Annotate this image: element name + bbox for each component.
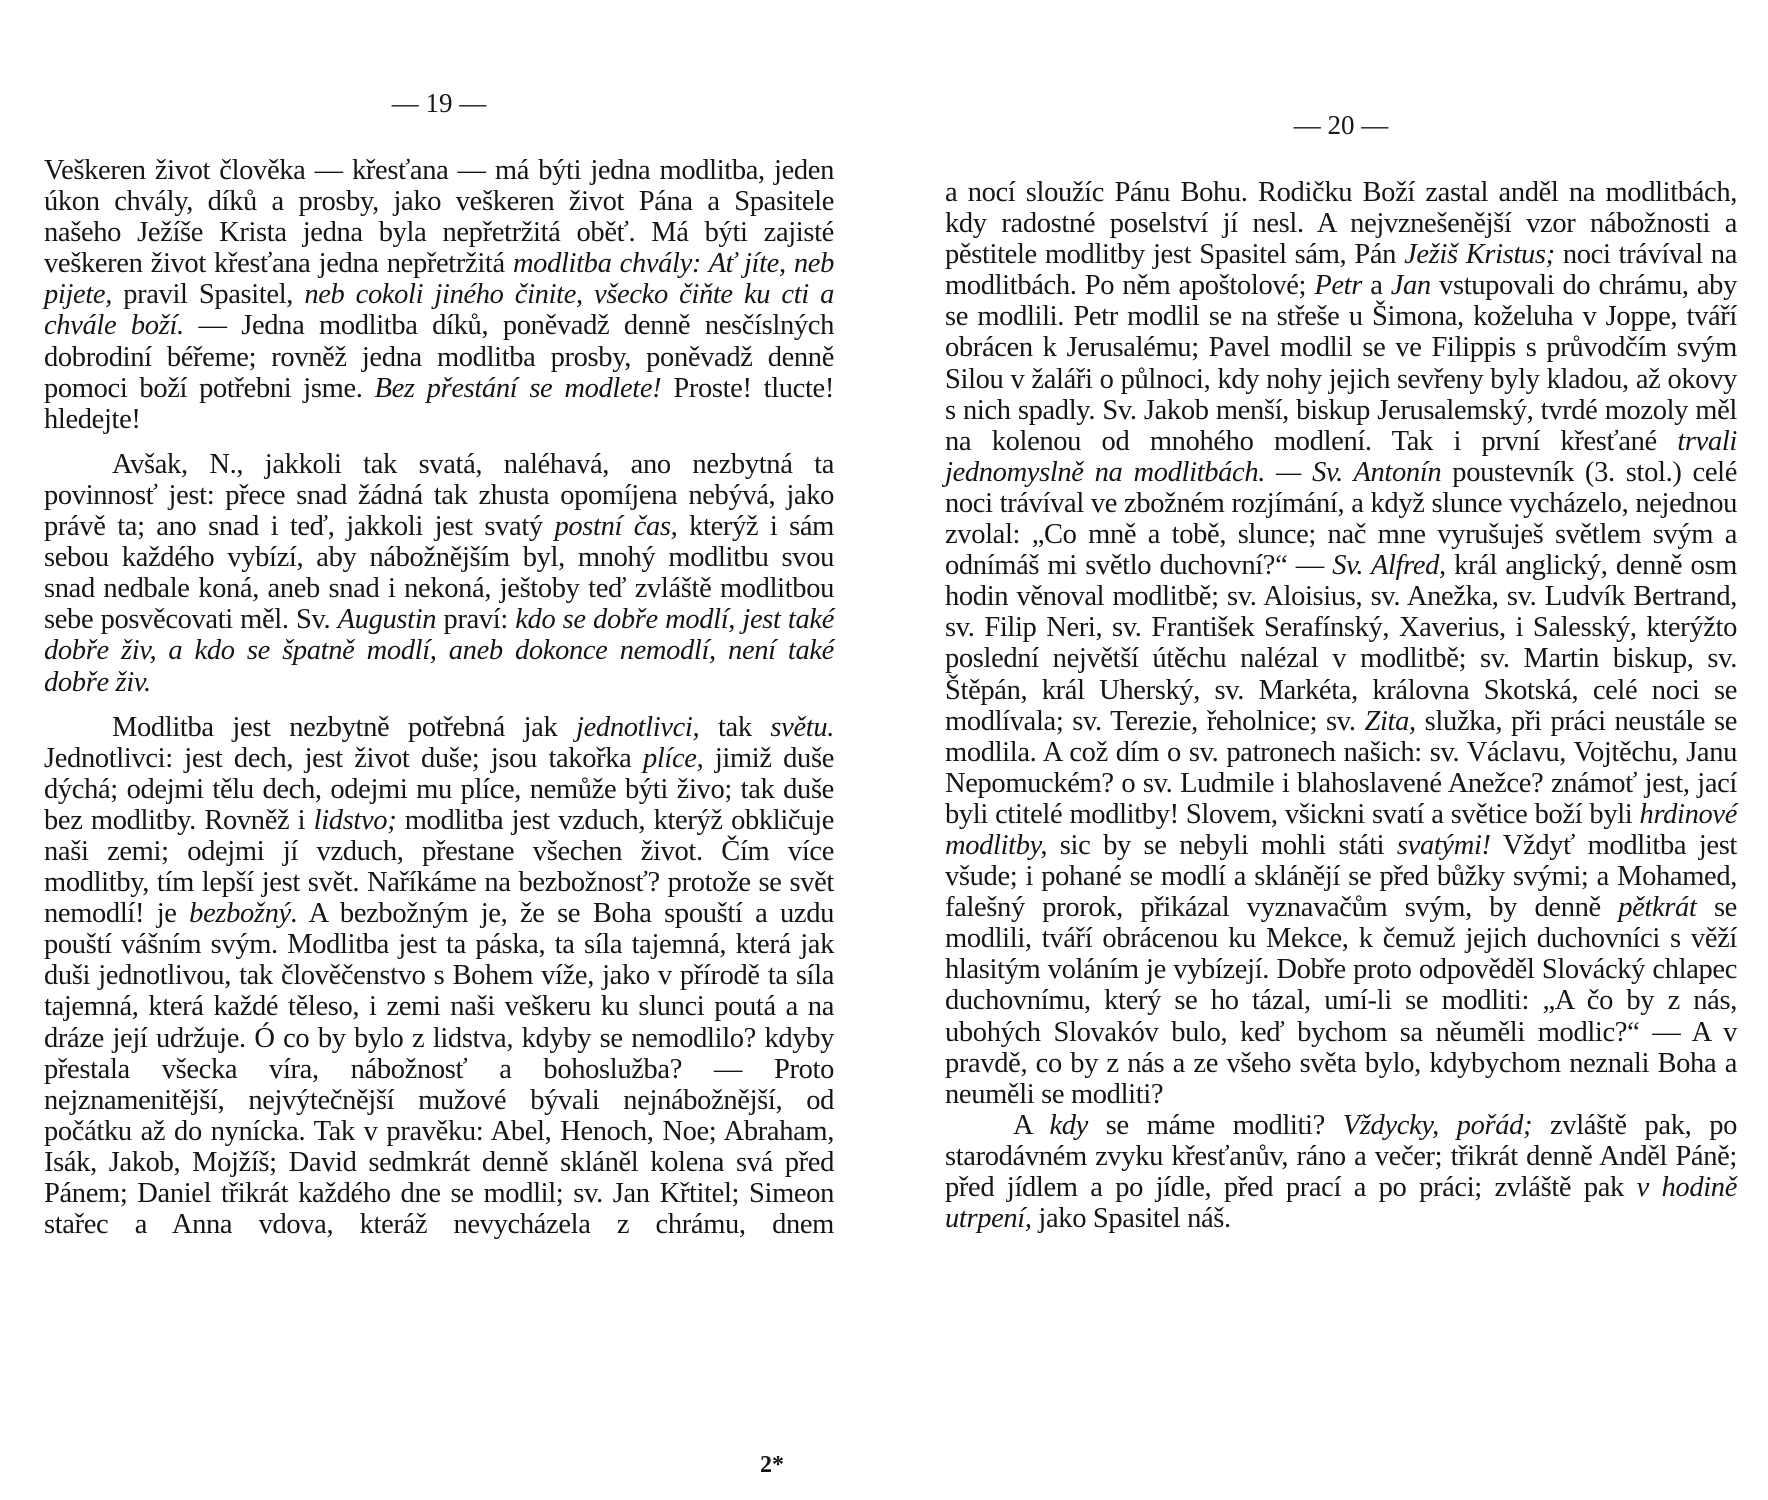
text-run: — Jedna modlitba díků, poněvadž denně nesčíslných dobrodiní béřeme; rovněž jedna modlitba prosby, poněvadž denně pomoci boží potřebni jsme. — [44, 310, 834, 404]
text-run: sic by se nebyli mohli státi — [1047, 829, 1397, 861]
text-run: služka, při práci neustále se modlila. A což dím o sv. patronech našich: sv. Václavu, Vojtěchu, Janu Nepomuckém? o sv. Ludmile i blahoslavené Anežce? známoť jest, jací byli ctitelé modlitby! Slovem, všickni svatí a světice boží byli — [945, 705, 1737, 830]
italic-run: Sv. Alfred, — [1332, 550, 1446, 582]
text-run: Modlitba jest nezbytně potřebná jak — [112, 711, 577, 743]
text-run: poustevník (3. stol.) celé noci trávíval ve zbožném rozjímání, a když slunce vycházelo, nejednou zvolal: „Co mně a tobě, slunce; nač mne vyrušuješ světlem svým a odnímáš mi světlo duchovní?“ — — [945, 456, 1737, 582]
text-run: jimiž duše dýchá; odejmi tělu dech, odejmi mu plíce, nemůže býti živo; tak duše bez modlitby. Rovněž i — [44, 742, 834, 836]
italic-run: kdy — [1049, 1109, 1088, 1141]
text-run: a nocí sloužíc Pánu Bohu. Rodičku Boží zastal anděl na modlitbách, kdy radostné poselství jí nesl. A nejvznešenější vzor nábožnosti a pěstitele modlitby jest Spasitel sám, Pán — [945, 177, 1737, 271]
text-run: noci trávíval na modlitbách. Po něm apoštolové; — [945, 239, 1738, 302]
italic-run: Bez přestání se modlete! — [374, 372, 662, 404]
text-run: jako Spasitel náš. — [1031, 1203, 1231, 1235]
paragraph — [44, 449, 834, 698]
italic-run: Petr — [1314, 270, 1362, 302]
text-run: Jednotlivci: jest dech, jest život duše; jsou takořka — [44, 742, 643, 774]
text-run: vstupovali do chrámu, aby se modlili. Petr modlil se na střeše u Šimona, koželuha v Joppe, tváří obrácen k Jerusalému; Pavel modlil se ve Filippis s průvodčím svým Silou v žaláři o půlnoci, kdy nohy jejich sevřeny byly kladou, až okovy s nich spadly. Sv. Jakob menší, biskup Jerusalemský, tvrdé mozoly měl na kolenou od mnohého modlení. Tak i první křesťané — [945, 270, 1737, 457]
signature-mark: 2* — [760, 1452, 784, 1478]
italic-run: jednotlivci, — [576, 711, 700, 743]
text-run: se modlili, tváří obrácenou ku Mekce, k čemuž jejich duchovníci s věží hlasitým voláním je vybízejí. Dobře proto odpověděl Slovácký chlapec duchovnímu, který se ho tázal, umí-li se modliti: „A čo by z nás, ubohých Slovakóv bulo, keď bychom sa něuměli modlic?“ — A v pravdě, co by z nás a ze všeho světa bylo, kdybychom neznali Boha a neuměli se modliti? — [945, 892, 1737, 1110]
italic-run: světu. — [770, 711, 834, 743]
italic-run: kdo se dobře modlí, jest také dobře živ, a kdo se špatně modlí, aneb dokonce nemodlí, není také dobře živ. — [44, 604, 834, 698]
italic-run: lidstvo; — [313, 804, 397, 836]
text-run: Veškeren život člověka — křesťana — má býti jedna modlitba, jeden úkon chvály, díků a prosby, jako veškeren život Pána a Spasitele našeho Ježíše Krista jedna byla nepřetržitá oběť. Má býti zajisté veškeren život křesťana jedna nepřetržitá — [44, 155, 834, 280]
italic-run: neb cokoli jiného činite, všecko čiňte ku cti a chvále boží. — [44, 279, 834, 342]
paragraph — [44, 712, 834, 1241]
italic-run: trvali jednomyslně na modlitbách. — Sv. Antonín — [945, 425, 1737, 488]
text-run: zvláště pak, po starodávném zvyku křesťanův, ráno a večer; třikrát denně Anděl Páně; před jídlem a po jídle, před prací a po práci; zvláště pak — [945, 1109, 1737, 1203]
text-run: A — [1013, 1109, 1050, 1141]
italic-run: pětkrát — [1618, 892, 1697, 924]
text-run: A bezbožným je, že se Boha spouští a uzdu pouští vášním svým. Modlitba jest ta páska, ta síla tajemná, která jak duši jednotlivou, tak člověčenstvo s Bohem víže, jako v přírodě ta síla tajemná, která každé těleso, i zemi naši veškeru ku slunci poutá a na dráze její udržuje. Ó co by bylo z lidstva, kdyby se nemodlilo? kdyby přestala všecka víra, nábožnosť a bohoslužba? — Proto nejznamenitější, nejvýtečnější mužové bývali nejnábožnější, od počátku až do nynícka. Tak v pravěku: Abel, Henoch, Noe; Abraham, Isák, Jakob, Mojžíš; David sedmkrát denně skláněl kolena svá před Pánem; Daniel třikrát každého dne se modlil; sv. Jan Křtitel; Simeon stařec a Anna vdova, kteráž nevycházela z chrámu, dnem — [44, 898, 834, 1241]
italic-run: bezbožný. — [189, 898, 298, 930]
italic-run: plíce, — [642, 742, 704, 774]
italic-run: postní čas, — [554, 511, 678, 543]
italic-run: modlitba chvály: Ať jíte, neb pijete, — [44, 248, 834, 311]
text-run: kterýž i sám sebou každého vybízí, aby nábožnějším byl, mnohý modlitbu svou snad nedbale koná, aneb snad i nekoná, ještoby teď zvláště modlitbou sebe posvěcovati měl. Sv. — [44, 511, 834, 636]
paragraph — [44, 155, 834, 435]
page-number: — 20 — — [1293, 110, 1389, 140]
paragraph — [945, 1110, 1737, 1234]
text-run: a — [1362, 270, 1391, 302]
italic-run: Ježiš Kristus; — [1404, 239, 1555, 271]
italic-run: hrdinové modlitby, — [945, 798, 1737, 861]
page-body — [945, 177, 1737, 1234]
text-run: modlitba jest vzduch, kterýž obkličuje naši zemi; odejmi jí vzduch, přestane všechen život. Čím více modlitby, tím lepší jest svět. Naříkáme na bezbožnosť? protože se svět nemodlí! je — [44, 804, 834, 930]
italic-run: Vždycky, pořád; — [1342, 1109, 1533, 1141]
text-run: Proste! tlucte! hledejte! — [44, 372, 834, 435]
italic-run: Zita, — [1364, 705, 1416, 737]
text-run: se máme modliti? — [1087, 1109, 1343, 1141]
text-run: Avšak, N., jakkoli tak svatá, naléhavá, ano nezbytná ta povinnosť jest: přece snad žádná tak zhusta opomíjena nebývá, jako právě ta; ano snad i teď, jakkoli jest svatý — [44, 448, 834, 543]
italic-run: Jan — [1390, 270, 1431, 302]
text-run: pravil Spasitel, — [111, 279, 305, 311]
text-run: Vždyť modlitba jest všude; i pohané se modlí a sklánějí se před bůžky svými; a Mohamed, falešný prorok, přikázal vyznavačům svým, by denně — [945, 829, 1738, 924]
italic-run: svatými! — [1396, 829, 1491, 861]
italic-run: v hodině utrpení, — [945, 1172, 1737, 1235]
page-number: — 19 — — [391, 88, 487, 118]
text-run: král anglický, denně osm hodin věnoval modlitbě; sv. Aloisius, sv. Anežka, sv. Ludvík Bertrand, sv. Filip Neri, sv. František Serafínský, Xaverius, i Salesský, kterýžto poslední největší útěchu nalézal v modlitbě; sv. Martin biskup, sv. Štěpán, král Uherský, sv. Markéta, královna Skotská, celé noci se modlívala; sv. Terezie, řeholnice; sv. — [945, 550, 1737, 737]
paragraph — [945, 177, 1737, 1110]
italic-run: Augustin — [337, 604, 437, 636]
text-run: praví: — [436, 604, 516, 636]
text-run: tak — [699, 711, 771, 743]
page-body — [44, 155, 834, 1240]
